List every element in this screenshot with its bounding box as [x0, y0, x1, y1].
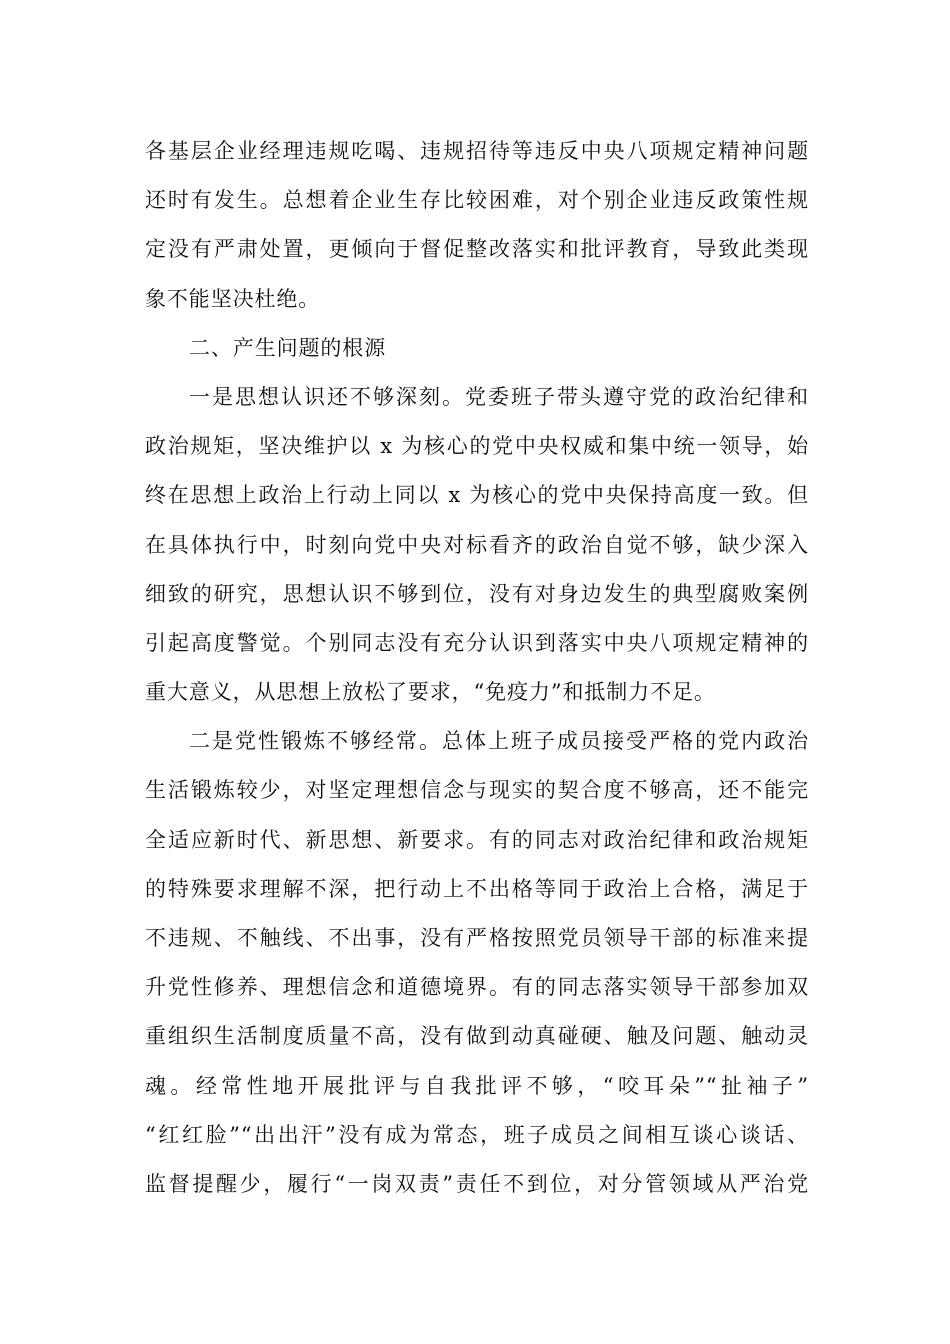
document-body: [145, 127, 809, 1209]
text-line: 重组织生活制度质量不高，没有做到动真碰硬、触及问题、触动灵: [145, 1024, 809, 1049]
paragraph-first-line: 二、产生问题的根源: [189, 335, 387, 360]
text-line: 终在思想上政治上行动上同以 x 为核心的党中央保持高度一致。但: [145, 483, 809, 508]
text-line: 魂。经常性地开展批评与自我批评不够，“咬耳朵”“扯袖子”: [145, 1073, 809, 1098]
paragraph-first-line: 二是党性锻炼不够经常。总体上班子成员接受严格的党内政治: [189, 729, 809, 754]
text-line: 引起高度警觉。个别同志没有充分认识到落实中央八项规定精神的: [145, 630, 809, 655]
text-line: 政治规矩，坚决维护以 x 为核心的党中央权威和集中统一领导，始: [145, 434, 809, 459]
text-line: 监督提醒少，履行“一岗双责”责任不到位，对分管领域从严治党: [145, 1171, 809, 1196]
text-line: 全适应新时代、新思想、新要求。有的同志对政治纪律和政治规矩: [145, 827, 809, 852]
text-line: 象不能坚决杜绝。: [145, 286, 321, 311]
text-line: 定没有严肃处置，更倾向于督促整改落实和批评教育，导致此类现: [145, 237, 809, 262]
text-line: 生活锻炼较少，对坚定理想信念与现实的契合度不够高，还不能完: [145, 778, 809, 803]
paragraph-first-line: 一是思想认识还不够深刻。党委班子带头遵守党的政治纪律和: [189, 384, 809, 409]
text-line: 重大意义，从思想上放松了要求，“免疫力”和抵制力不足。: [145, 680, 716, 705]
text-line: 还时有发生。总想着企业生存比较困难，对个别企业违反政策性规: [145, 188, 809, 213]
text-line: 不违规、不触线、不出事，没有严格按照党员领导干部的标准来提: [145, 926, 809, 950]
text-line: 在具体执行中，时刻向党中央对标看齐的政治自觉不够，缺少深入: [145, 532, 809, 557]
text-line: 各基层企业经理违规吃喝、违规招待等违反中央八项规定精神问题: [145, 139, 809, 163]
text-line: 升党性修养、理想信念和道德境界。有的同志落实领导干部参加双: [145, 975, 809, 1000]
text-line: “红红脸”“出出汗”没有成为常态，班子成员之间相互谈心谈话、: [145, 1122, 809, 1147]
text-line: 的特殊要求理解不深，把行动上不出格等同于政治上合格，满足于: [145, 876, 809, 901]
text-line: 细致的研究，思想认识不够到位，没有对身边发生的典型腐败案例: [145, 581, 809, 606]
